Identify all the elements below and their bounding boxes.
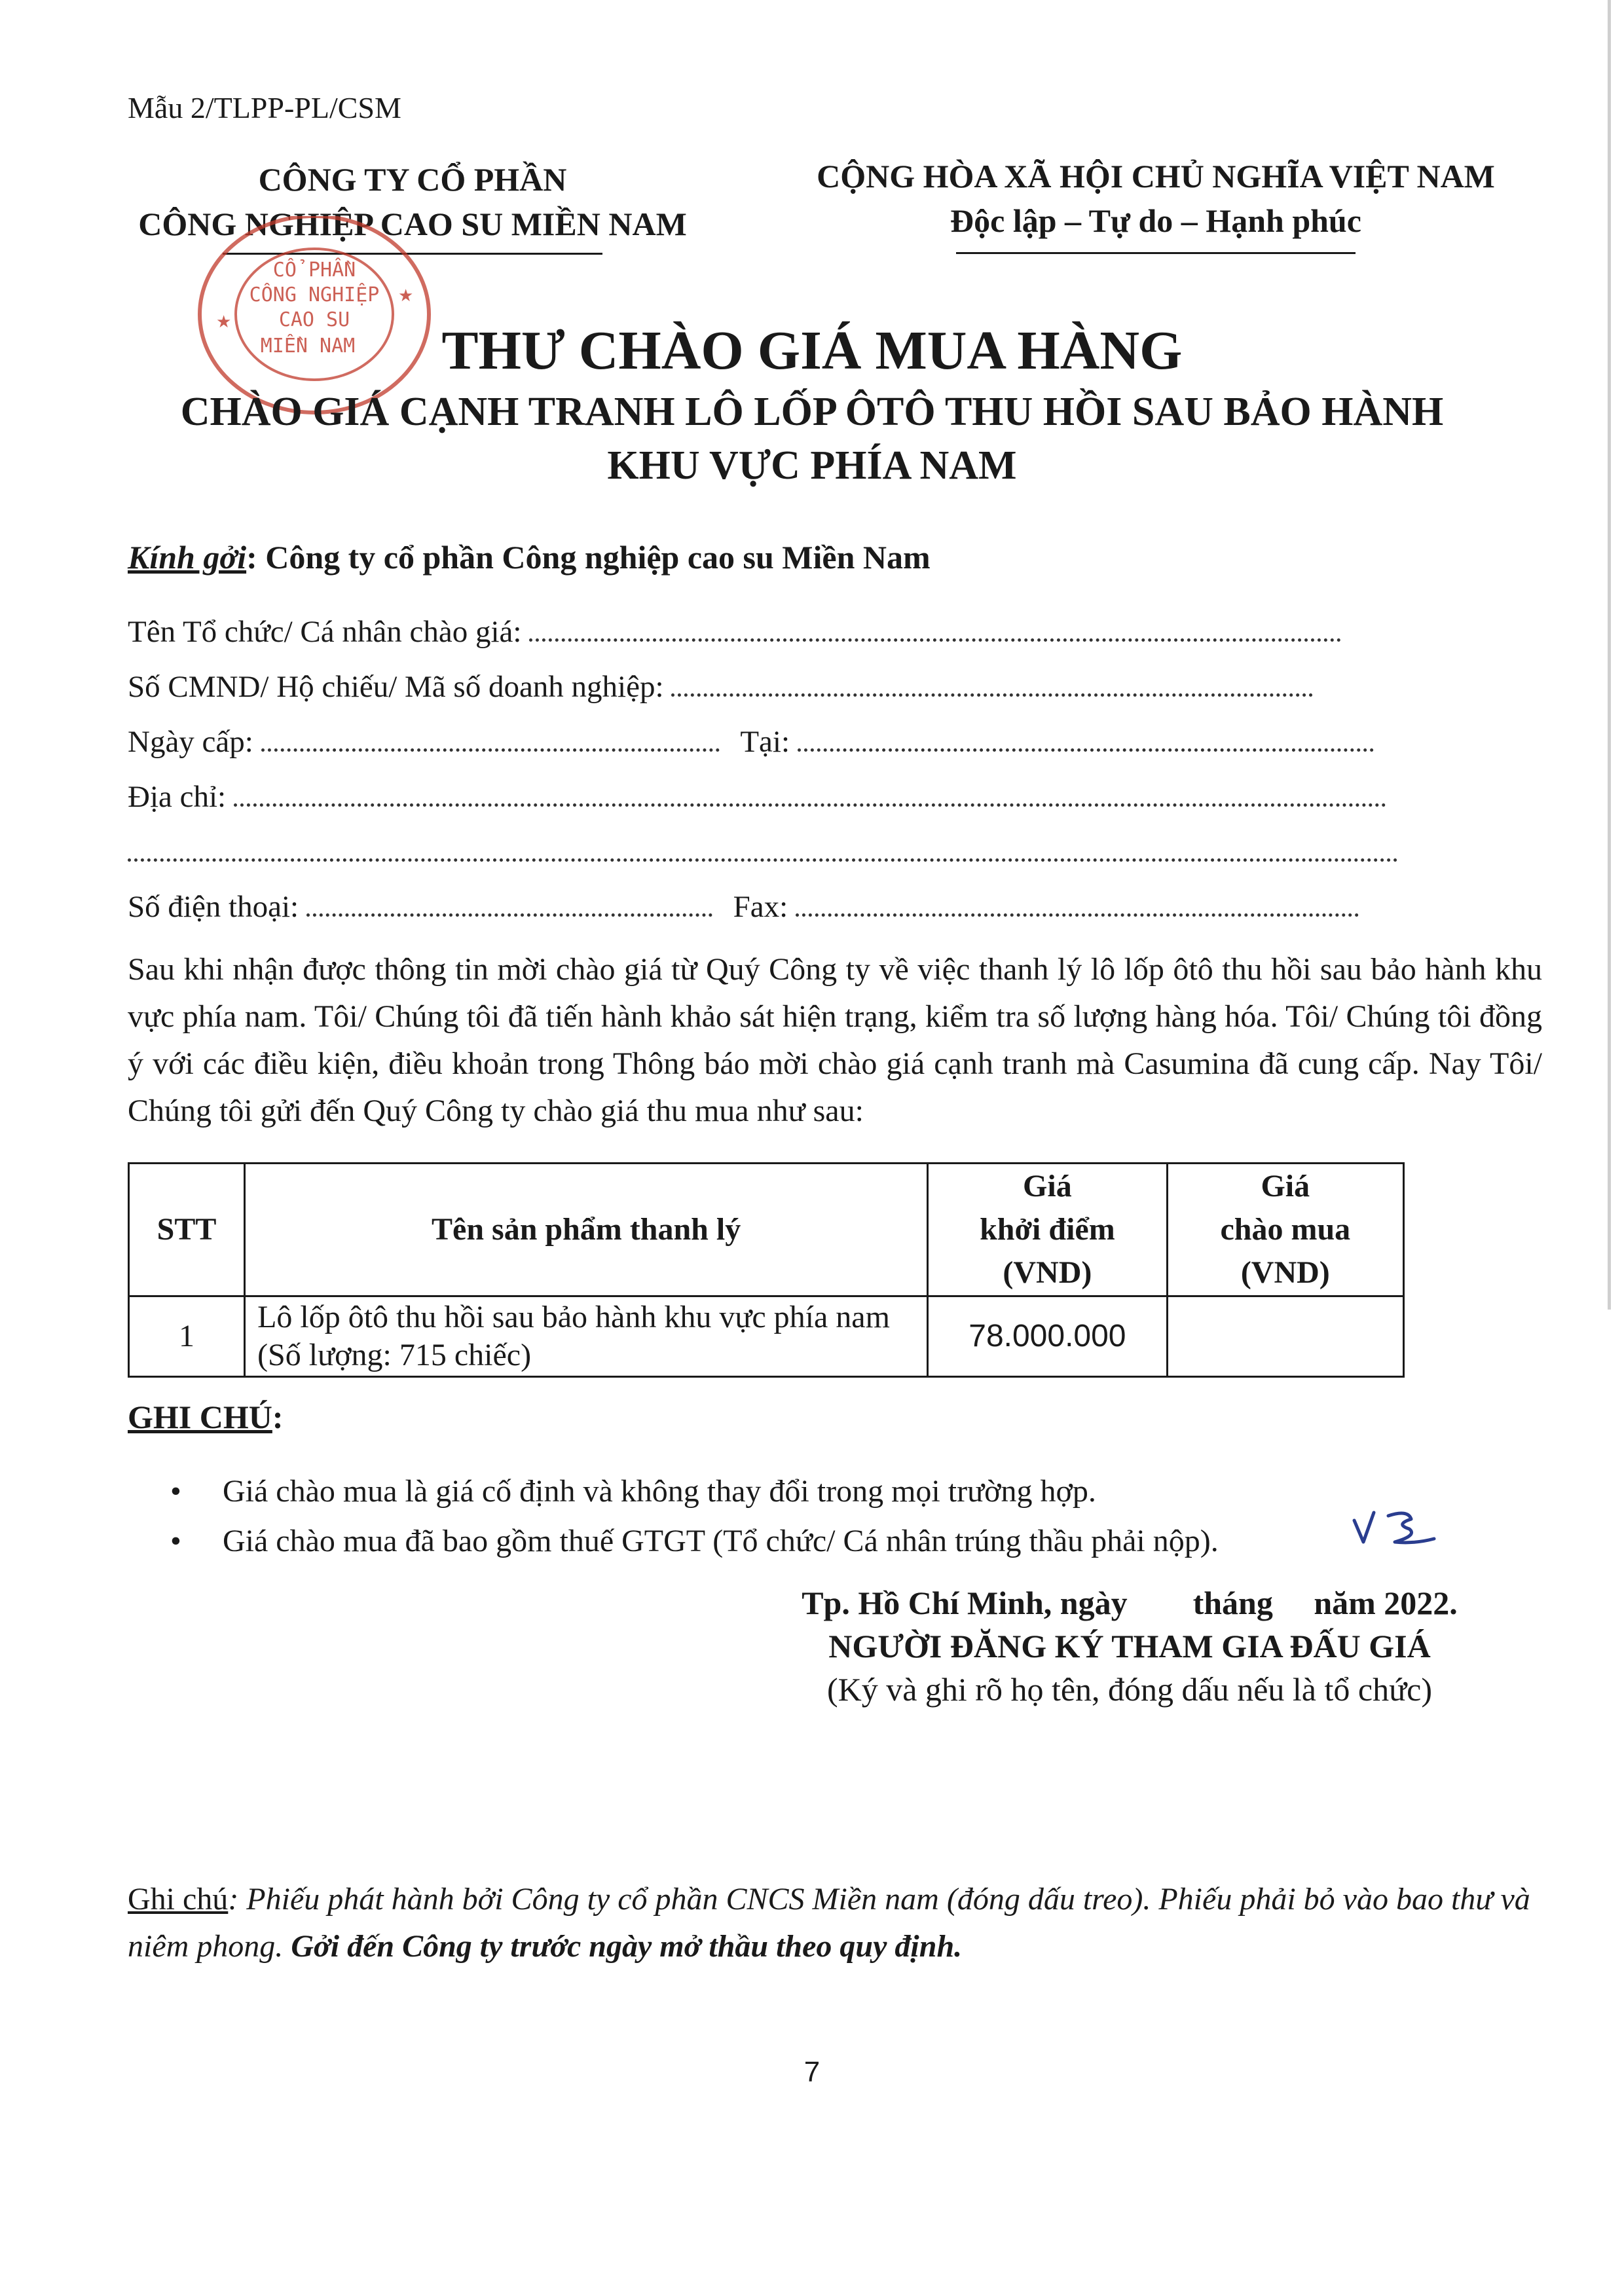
signature-instruction: (Ký và ghi rõ họ tên, đóng dấu nếu là tổ chức) [826,1671,1433,1708]
row-stt: 1 [129,1296,245,1377]
field-id-blank[interactable] [671,687,1313,697]
field-name[interactable] [128,614,1341,650]
motto-underline [956,252,1356,254]
field-fax-label: Fax: [733,890,788,924]
field-date-label: Ngày cấp: [128,725,253,759]
field-address-continued[interactable] [128,834,1398,870]
field-id[interactable] [128,669,1313,705]
document-title: THƯ CHÀO GIÁ MUA HÀNG [441,320,1183,381]
company-line-2: CÔNG NGHIỆP CAO SU MIỀN NAM [138,206,687,242]
list-item: • Giá chào mua đã bao gồm thuế GTGT (Tổ chức/ Cá nhân trúng thầu phải nộp). [170,1516,1545,1566]
header-product: Tên sản phẩm thanh lý [245,1164,928,1296]
subtitle-line-1: CHÀO GIÁ CẠNH TRANH LÔ LỐP ÔTÔ THU HỒI SAU BẢO HÀNH [180,390,1444,434]
field-place-label: Tại: [740,725,790,759]
notes-heading: GHI CHÚ: [128,1399,284,1435]
footnote-text-2: Gởi đến Công ty trước ngày mở thầu theo quy định. [291,1929,963,1964]
national-motto-1: CỘNG HÒA XÃ HỘI CHỦ NGHĨA VIỆT NAM [817,158,1495,194]
header-start-price: Giá khởi điểm (VND) [928,1164,1167,1296]
stamp-text-2: CÔNG NGHIỆP [249,284,380,306]
field-fax-blank[interactable] [796,907,1359,917]
national-header [769,154,1542,254]
footnote [128,1876,1549,1970]
company-line-1: CÔNG TY CỔ PHẦN [258,161,567,198]
row-product: Lô lốp ôtô thu hồi sau bảo hành khu vực phía nam (Số lượng: 715 chiếc) [245,1296,928,1377]
bullet-icon: • [170,1474,181,1509]
svg-text:★: ★ [216,312,232,332]
signature-block [720,1581,1539,1711]
handwritten-initials [1349,1506,1441,1552]
footnote-text-1: : Phiếu phát hành bởi Công ty cổ phần CNCS Miền nam (đóng dấu treo). Phiếu phải bỏ vào bao thư và niêm phong. [128,1882,1530,1964]
field-id-label: Số CMND/ Hộ chiếu/ Mã số doanh nghiệp: [128,670,664,704]
bullet-icon: • [170,1524,181,1558]
greeting-recipient: : Công ty cổ phần Công nghiệp cao su Miền Nam [246,539,931,576]
place-date: Tp. Hồ Chí Minh, ngày tháng năm 2022. [802,1585,1458,1621]
greeting [128,538,931,576]
field-address-blank-2[interactable] [128,852,1398,862]
field-address-blank[interactable] [234,797,1386,807]
page-number: 7 [803,2056,821,2088]
form-code: Mẫu 2/TLPP-PL/CSM [128,91,401,124]
notes-label: GHI CHÚ [128,1399,272,1435]
field-phone-label: Số điện thoại: [128,890,299,924]
stamp-text-4: MIỀN NAM [260,335,356,358]
header-offer-price: Giá chào mua (VND) [1167,1164,1403,1296]
footnote-label: Ghi chú [128,1882,229,1917]
signer-role: NGƯỜI ĐĂNG KÝ THAM GIA ĐẤU GIÁ [828,1628,1431,1664]
field-address[interactable] [128,779,1386,815]
field-phone-fax[interactable] [128,889,1359,925]
field-name-blank[interactable] [529,632,1341,642]
header-stt: STT [129,1164,245,1296]
field-date-blank[interactable] [261,742,720,752]
list-item: • Giá chào mua là giá cố định và không thay đổi trong mọi trường hợp. [170,1467,1545,1516]
greeting-label: Kính gởi [128,539,247,576]
table-header-row [129,1164,1404,1296]
subtitle-line-2: KHU VỰC PHÍA NAM [607,443,1017,488]
field-address-label: Địa chỉ: [128,780,227,814]
field-phone-blank[interactable] [306,907,712,917]
scan-edge [1608,0,1611,1310]
field-name-label: Tên Tổ chức/ Cá nhân chào giá: [128,615,522,649]
offer-table [128,1162,1405,1378]
document-subtitle [0,385,1624,492]
svg-text:★: ★ [398,286,414,306]
row-start-price: 78.000.000 [928,1296,1167,1377]
field-issue-date[interactable] [128,724,1374,760]
row-offer-price-input[interactable] [1167,1296,1403,1377]
national-motto-2: Độc lập – Tự do – Hạnh phúc [950,202,1361,239]
field-place-blank[interactable] [798,742,1374,752]
stamp-text-3: CAO SU [278,308,350,331]
intro-paragraph: Sau khi nhận được thông tin mời chào giá từ Quý Công ty về việc thanh lý lô lốp ôtô thu hồi sau bảo hành khu vực phía nam. Tôi/ Chúng tôi đã tiến hành khảo sát hiện trạng, kiểm tra số lượng hàng hóa. Tôi/ Chúng tôi đồng ý với các điều kiện, điều khoản trong Thông báo mời chào giá cạnh tranh mà Casumina đã cung cấp. Nay Tôi/ Chúng tôi gửi đến Quý Công ty chào giá thu mua như sau: [128,952,1542,1128]
table-row [129,1296,1404,1377]
notes-list [170,1467,1545,1566]
stamp-text-1: CỔ PHẦN [272,259,356,282]
